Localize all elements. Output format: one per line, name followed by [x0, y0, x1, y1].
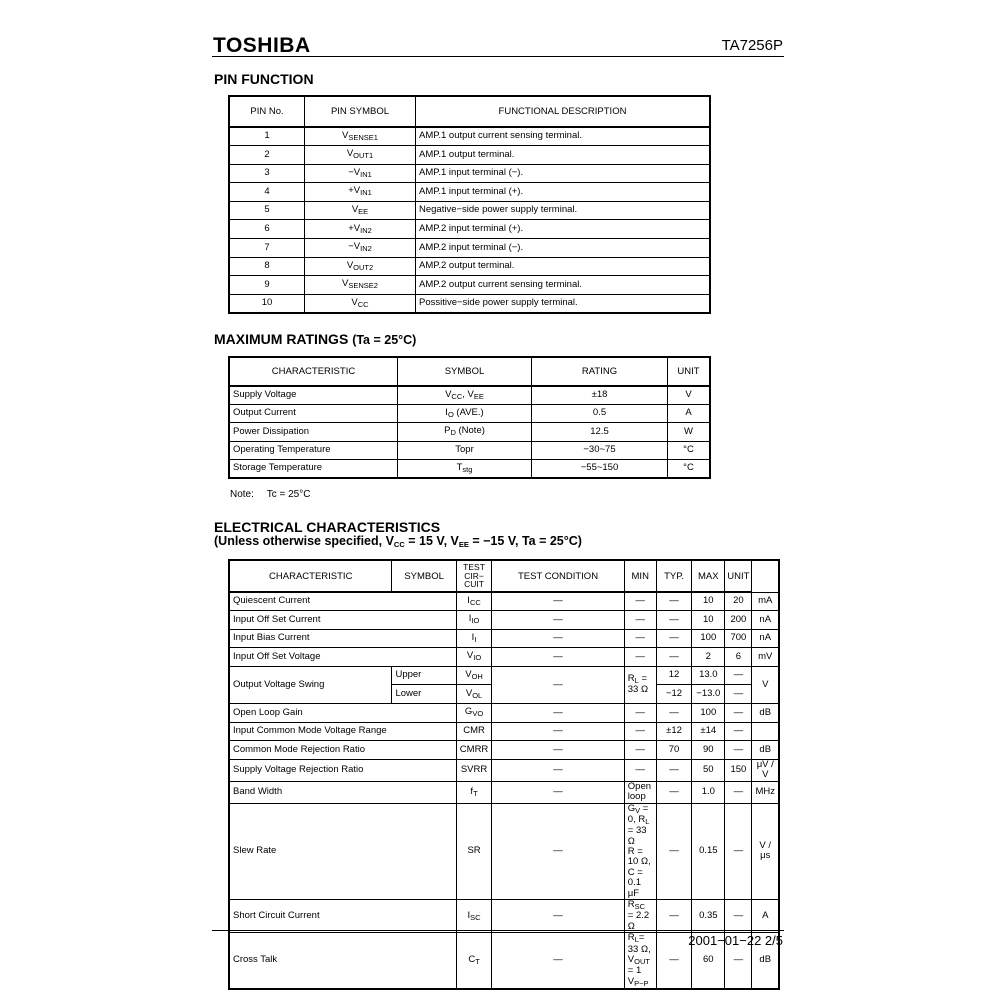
table-row — [229, 423, 710, 441]
pin-symbol-cell: $V_{OUT2}$ — [305, 257, 416, 276]
ec-min-cell: — — [656, 648, 692, 667]
pin-description-cell: Possitive−side power supply terminal. — [416, 294, 711, 313]
mr-rating-cell: ±18 — [532, 386, 668, 404]
ec-characteristic-cell: Input Common Mode Voltage Range — [229, 722, 456, 741]
table-row — [229, 127, 710, 146]
ec-unit-cell: A — [752, 900, 779, 933]
pin-no-cell: 10 — [229, 294, 305, 313]
ec-max-cell: 700 — [725, 629, 752, 648]
pin-description-cell: Negative−side power supply terminal. — [416, 201, 711, 220]
note-label: Note: — [230, 489, 254, 500]
table-row — [229, 164, 710, 183]
table-row — [229, 759, 779, 781]
ec-min-cell: — — [656, 781, 692, 803]
ec-symbol-cell: CMR — [456, 722, 492, 741]
pin-no-cell: 5 — [229, 201, 305, 220]
ec-test-condition-cell: $R_{SC} = 2.2$ Ω — [624, 900, 656, 933]
ec-test-condition-cell: $G_V = 0$, $R_L = 33$ Ω R = 10 Ω, C = 0.1 μF — [624, 803, 656, 900]
max-ratings-title — [214, 331, 416, 347]
ec-symbol-cell: $I_{SC}$ — [456, 900, 492, 933]
ec-characteristic-header: CHARACTERISTIC — [229, 560, 392, 592]
electrical-characteristics-table — [228, 559, 780, 990]
ec-test-circuit-cell: — — [492, 900, 624, 933]
ec-typ-cell: 2 — [692, 648, 725, 667]
ec-test-condition-cell: Open loop — [624, 781, 656, 803]
ec-max-cell: — — [725, 685, 752, 704]
table-row — [229, 900, 779, 933]
ec-test-circuit-cell: — — [492, 781, 624, 803]
table-row — [229, 629, 779, 648]
mr-rating-cell: −30~75 — [532, 441, 668, 459]
ec-typ-header: TYP. — [656, 560, 692, 592]
ec-characteristic-cell: Short Circuit Current — [229, 900, 456, 933]
max-ratings-note — [230, 489, 310, 500]
pin-no-cell: 3 — [229, 164, 305, 183]
max-ratings-title-cond: (Ta = 25°C) — [352, 333, 417, 347]
ec-test-circuit-cell: — — [492, 741, 624, 760]
ec-test-condition-cell: — — [624, 741, 656, 760]
footer-date-page: 2001−01−22 2/5 — [688, 933, 783, 948]
ec-typ-cell: 60 — [692, 933, 725, 989]
ec-max-cell: — — [725, 933, 752, 989]
ec-max-cell: 150 — [725, 759, 752, 781]
ec-typ-cell: 13.0 — [692, 666, 725, 685]
ec-symbol-cell: $I_{IO}$ — [456, 611, 492, 630]
ec-unit-cell: nA — [752, 629, 779, 648]
ec-min-cell: 70 — [656, 741, 692, 760]
ec-max-cell: — — [725, 900, 752, 933]
ec-test-condition-cell: — — [624, 759, 656, 781]
mr-rating-cell: 0.5 — [532, 404, 668, 422]
ec-typ-cell: 90 — [692, 741, 725, 760]
table-row — [229, 294, 710, 313]
ec-test-circuit-cell: — — [492, 933, 624, 989]
pin-symbol-cell: $-V_{IN2}$ — [305, 239, 416, 258]
ec-symbol-cell: $G_{VO}$ — [456, 704, 492, 723]
ec-test-circuit-cell: — — [492, 722, 624, 741]
ec-test-circuit-line1: TEST — [463, 562, 485, 573]
ec-max-cell: — — [725, 781, 752, 803]
ec-max-cell: 20 — [725, 592, 752, 611]
table-row — [229, 201, 710, 220]
ec-symbol-cell: $V_{OL}$ — [456, 685, 492, 704]
ec-test-condition-header: TEST CONDITION — [492, 560, 624, 592]
table-row — [229, 146, 710, 165]
mr-unit-cell: V — [668, 386, 711, 404]
mr-unit-cell: W — [668, 423, 711, 441]
pin-no-cell: 7 — [229, 239, 305, 258]
ec-test-circuit-cell: — — [492, 704, 624, 723]
ec-unit-cell: MHz — [752, 781, 779, 803]
ec-typ-cell: 100 — [692, 704, 725, 723]
table-row — [229, 183, 710, 202]
ec-min-cell: — — [656, 629, 692, 648]
ec-max-cell: 6 — [725, 648, 752, 667]
mr-symbol-header: SYMBOL — [398, 357, 532, 386]
pin-description-cell: AMP.2 output terminal. — [416, 257, 711, 276]
ec-min-cell: — — [656, 803, 692, 900]
pin-symbol-cell: $V_{EE}$ — [305, 201, 416, 220]
ec-max-header: MAX — [692, 560, 725, 592]
mr-characteristic-cell: Power Dissipation — [229, 423, 398, 441]
table-row — [229, 239, 710, 258]
ec-test-circuit-line3: CUIT — [464, 579, 484, 590]
ec-test-condition-cell: — — [624, 704, 656, 723]
mr-rating-cell: 12.5 — [532, 423, 668, 441]
ec-min-header: MIN — [624, 560, 656, 592]
pin-description-cell: AMP.1 input terminal (−). — [416, 164, 711, 183]
pin-no-cell: 8 — [229, 257, 305, 276]
mr-rating-header: RATING — [532, 357, 668, 386]
ec-symbol-cell: $I_{CC}$ — [456, 592, 492, 611]
ec-max-cell: — — [725, 803, 752, 900]
ec-test-condition-cell: — — [624, 611, 656, 630]
ec-symbol-cell: $f_T$ — [456, 781, 492, 803]
mr-symbol-cell: Topr — [398, 441, 532, 459]
ec-swing-upper-label: Upper — [392, 666, 456, 685]
ec-max-cell: — — [725, 704, 752, 723]
table-row — [229, 592, 779, 611]
ec-unit-cell: mA — [752, 592, 779, 611]
pin-description-cell: AMP.2 input terminal (−). — [416, 239, 711, 258]
table-row — [229, 441, 710, 459]
table-row — [229, 611, 779, 630]
ec-test-circuit-header — [456, 560, 492, 592]
ec-typ-cell: 50 — [692, 759, 725, 781]
ec-min-cell: — — [656, 592, 692, 611]
ec-symbol-header: SYMBOL — [392, 560, 456, 592]
ec-swing-lower-label: Lower — [392, 685, 456, 704]
ec-max-cell: — — [725, 666, 752, 685]
ec-min-cell: −12 — [656, 685, 692, 704]
ec-unit-cell: dB — [752, 741, 779, 760]
table-row — [229, 220, 710, 239]
ec-characteristic-cell: Slew Rate — [229, 803, 456, 900]
mr-symbol-cell: $T_{stg}$ — [398, 460, 532, 478]
ec-characteristic-cell: Supply Voltage Rejection Ratio — [229, 759, 456, 781]
mr-characteristic-cell: Output Current — [229, 404, 398, 422]
ec-test-circuit-cell: — — [492, 666, 624, 703]
table-row — [229, 741, 779, 760]
mr-rating-cell: −55~150 — [532, 460, 668, 478]
ec-unit-cell: mV — [752, 648, 779, 667]
footer-rule — [212, 930, 784, 931]
ec-characteristic-cell: Input Bias Current — [229, 629, 456, 648]
ec-unit-cell: dB — [752, 704, 779, 723]
ec-symbol-cell: $C_T$ — [456, 933, 492, 989]
table-row — [229, 722, 779, 741]
ec-test-condition-cell: $R_L= 33$ Ω, $V_{OUT} = 1$ $V_{P-P}$ — [624, 933, 656, 989]
mr-unit-cell: A — [668, 404, 711, 422]
mr-characteristic-cell: Supply Voltage — [229, 386, 398, 404]
pin-description-cell: AMP.1 output current sensing terminal. — [416, 127, 711, 146]
pin-symbol-cell: $+V_{IN2}$ — [305, 220, 416, 239]
mr-characteristic-header: CHARACTERISTIC — [229, 357, 398, 386]
mr-unit-cell: °C — [668, 441, 711, 459]
mr-unit-cell: °C — [668, 460, 711, 478]
ec-typ-cell: 100 — [692, 629, 725, 648]
ec-characteristic-cell: Band Width — [229, 781, 456, 803]
pin-symbol-cell: $V_{SENSE1}$ — [305, 127, 416, 146]
max-ratings-title-text: MAXIMUM RATINGS — [214, 331, 349, 347]
ec-characteristic-cell: Common Mode Rejection Ratio — [229, 741, 456, 760]
ec-test-condition-cell: — — [624, 648, 656, 667]
ec-min-cell: — — [656, 900, 692, 933]
mr-characteristic-cell: Storage Temperature — [229, 460, 398, 478]
pin-symbol-cell: $V_{OUT1}$ — [305, 146, 416, 165]
pin-symbol-cell: $V_{CC}$ — [305, 294, 416, 313]
ec-min-cell: — — [656, 611, 692, 630]
mr-unit-header: UNIT — [668, 357, 711, 386]
ec-max-cell: — — [725, 741, 752, 760]
pin-no-cell: 6 — [229, 220, 305, 239]
table-row — [229, 460, 710, 478]
ec-characteristic-cell: Cross Talk — [229, 933, 456, 989]
pin-function-table — [228, 95, 711, 314]
ec-unit-cell: μV / V — [752, 759, 779, 781]
table-row — [229, 404, 710, 422]
ec-unit-cell: nA — [752, 611, 779, 630]
mr-symbol-cell: $V_{CC}$, $V_{EE}$ — [398, 386, 532, 404]
pin-symbol-header: PIN SYMBOL — [305, 96, 416, 127]
ec-min-cell: — — [656, 704, 692, 723]
ec-min-cell: — — [656, 759, 692, 781]
ec-symbol-cell: $V_{IO}$ — [456, 648, 492, 667]
ec-unit-cell: dB — [752, 933, 779, 989]
brand-logo: TOSHIBA — [213, 34, 311, 57]
functional-description-header: FUNCTIONAL DESCRIPTION — [416, 96, 711, 127]
ec-test-circuit-cell: — — [492, 592, 624, 611]
pin-no-cell: 2 — [229, 146, 305, 165]
ec-test-circuit-cell: — — [492, 629, 624, 648]
table-row — [229, 781, 779, 803]
ec-min-cell: ±12 — [656, 722, 692, 741]
ec-test-condition-cell: — — [624, 722, 656, 741]
ec-unit-header: UNIT — [725, 560, 752, 592]
ec-min-cell: 12 — [656, 666, 692, 685]
ec-test-condition-cell: $R_L = 33$ Ω — [624, 666, 656, 703]
pin-description-cell: AMP.2 output current sensing terminal. — [416, 276, 711, 295]
table-row — [229, 257, 710, 276]
pin-symbol-cell: $-V_{IN1}$ — [305, 164, 416, 183]
ec-max-cell: — — [725, 722, 752, 741]
pin-description-cell: AMP.2 input terminal (+). — [416, 220, 711, 239]
pin-function-title: PIN FUNCTION — [214, 71, 314, 87]
part-number: TA7256P — [721, 37, 783, 54]
max-ratings-table — [228, 356, 711, 479]
ec-symbol-cell: $I_I$ — [456, 629, 492, 648]
ec-test-circuit-cell: — — [492, 611, 624, 630]
mr-symbol-cell: $I_O$ (AVE.) — [398, 404, 532, 422]
ec-test-circuit-line2: CIR− — [464, 570, 484, 581]
ec-test-condition-cell: — — [624, 592, 656, 611]
pin-description-cell: AMP.1 output terminal. — [416, 146, 711, 165]
ec-symbol-cell: SVRR — [456, 759, 492, 781]
table-row — [229, 648, 779, 667]
ec-characteristic-cell: Input Off Set Current — [229, 611, 456, 630]
table-row — [229, 704, 779, 723]
ec-typ-cell: 10 — [692, 592, 725, 611]
ec-characteristic-cell: Quiescent Current — [229, 592, 456, 611]
pin-no-header: PIN No. — [229, 96, 305, 127]
ec-unit-cell — [752, 722, 779, 741]
pin-symbol-cell: $V_{SENSE2}$ — [305, 276, 416, 295]
pin-no-cell: 4 — [229, 183, 305, 202]
ec-typ-cell: 0.15 — [692, 803, 725, 900]
ec-characteristic-cell: Open Loop Gain — [229, 704, 456, 723]
ec-characteristic-cell: Input Off Set Voltage — [229, 648, 456, 667]
ec-typ-cell: ±14 — [692, 722, 725, 741]
pin-no-cell: 1 — [229, 127, 305, 146]
ec-typ-cell: 1.0 — [692, 781, 725, 803]
ec-typ-cell: 0.35 — [692, 900, 725, 933]
pin-description-cell: AMP.1 input terminal (+). — [416, 183, 711, 202]
table-row — [229, 386, 710, 404]
table-row — [229, 666, 779, 685]
ec-test-circuit-cell: — — [492, 803, 624, 900]
ec-symbol-cell: $V_{OH}$ — [456, 666, 492, 685]
note-text: Tc = 25°C — [266, 489, 311, 500]
table-row — [229, 276, 710, 295]
ec-min-cell: — — [656, 933, 692, 989]
mr-symbol-cell: $P_D$ (Note) — [398, 423, 532, 441]
pin-symbol-cell: $+V_{IN1}$ — [305, 183, 416, 202]
ec-symbol-cell: SR — [456, 803, 492, 900]
ec-test-circuit-cell: — — [492, 648, 624, 667]
ec-typ-cell: 10 — [692, 611, 725, 630]
ec-characteristic-cell: Output Voltage Swing — [229, 666, 392, 703]
ec-symbol-cell: CMRR — [456, 741, 492, 760]
mr-characteristic-cell: Operating Temperature — [229, 441, 398, 459]
table-row — [229, 803, 779, 900]
ec-max-cell: 200 — [725, 611, 752, 630]
ec-unit-cell: V / μs — [752, 803, 779, 900]
header-rule — [212, 56, 784, 57]
ec-typ-cell: −13.0 — [692, 685, 725, 704]
ec-test-condition-cell: — — [624, 629, 656, 648]
ec-unit-cell: V — [752, 666, 779, 703]
ec-test-circuit-cell: — — [492, 759, 624, 781]
electrical-title: ELECTRICAL CHARACTERISTICS — [214, 519, 441, 535]
electrical-subtitle: (Unless otherwise specified, $V_{CC} = 15$ V, $V_{EE} = -15$ V, Ta = 25°C) — [214, 534, 582, 549]
pin-no-cell: 9 — [229, 276, 305, 295]
